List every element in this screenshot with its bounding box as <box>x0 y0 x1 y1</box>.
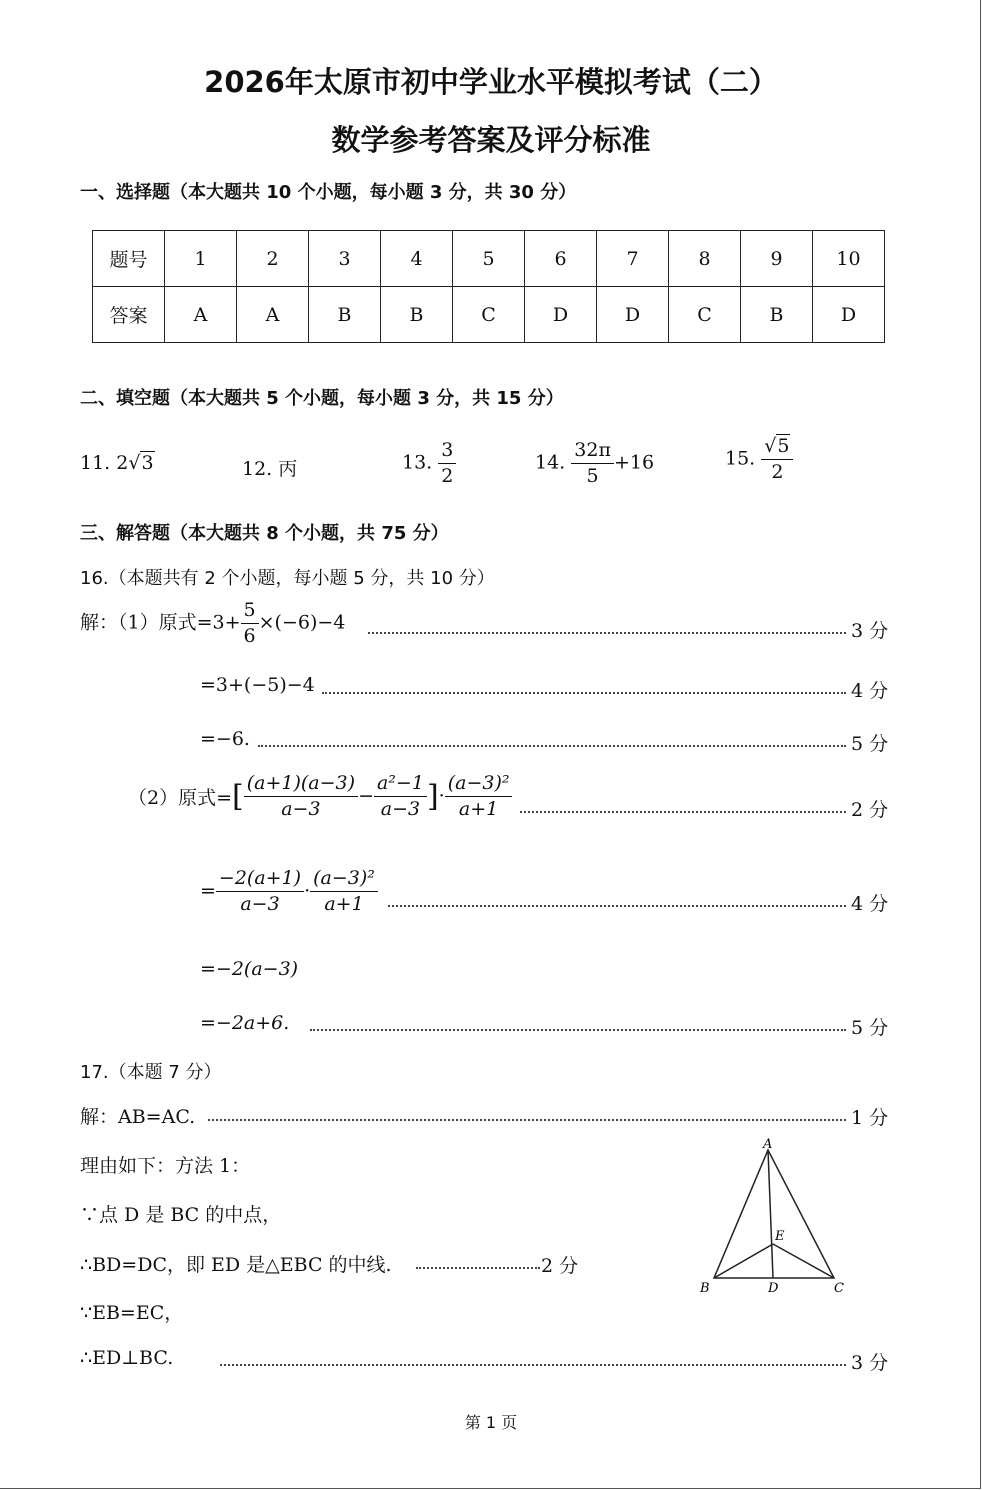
table-cell: 6 <box>525 231 597 287</box>
segment-be <box>714 1244 773 1278</box>
q14-fraction <box>571 440 614 487</box>
label-b: B <box>700 1281 710 1296</box>
table-cell: 1 <box>165 231 237 287</box>
q16-l5-f1-den: a−3 <box>240 892 280 915</box>
leader-dots <box>368 632 846 634</box>
leader-dots <box>220 1364 846 1366</box>
q16-l4-f2-den: a−3 <box>380 797 421 820</box>
label-c: C <box>834 1281 844 1296</box>
q16-l4-fraction-3 <box>445 773 513 820</box>
fill-answer-11 <box>80 452 155 474</box>
q13-fraction <box>438 440 456 487</box>
q13-den: 2 <box>441 464 454 487</box>
q16-line2: =3+(−5)−4 <box>200 674 315 696</box>
sqrt-sign: √ <box>128 452 141 474</box>
q16-l5-dot: · <box>304 880 311 903</box>
q17-line6: ∴ED⊥BC. <box>80 1347 174 1369</box>
score-label: 2 分 <box>541 1255 579 1277</box>
score-label: 5 分 <box>851 1017 889 1039</box>
section-fill-heading: 二、填空题（本大题共 5 个小题，每小题 3 分，共 15 分） <box>80 388 564 409</box>
score-label: 3 分 <box>851 620 889 642</box>
table-cell: D <box>525 287 597 343</box>
table-cell: D <box>597 287 669 343</box>
q15-radicand: 5 <box>777 435 790 457</box>
answer-table <box>92 230 885 343</box>
triangle-figure <box>696 1134 856 1306</box>
q16-l4-fraction-2 <box>374 773 427 820</box>
bracket-open: [ <box>232 778 244 814</box>
score-label: 1 分 <box>851 1107 889 1129</box>
q16-l1-den: 6 <box>243 624 256 647</box>
q11-label: 11. <box>80 452 111 474</box>
q11-coef: 2 <box>116 452 129 474</box>
leader-dots <box>520 811 846 813</box>
q16-l5-fraction-1 <box>216 868 304 915</box>
table-cell: B <box>381 287 453 343</box>
fill-answer-13 <box>402 440 456 487</box>
leader-dots <box>208 1119 846 1121</box>
q17-line2: 理由如下：方法 1： <box>80 1155 251 1177</box>
leader-dots <box>258 745 846 747</box>
q15-den: 2 <box>771 460 784 483</box>
table-cell: A <box>165 287 237 343</box>
q15-num: √5 <box>761 436 793 460</box>
exam-title: 2026年太原市初中学业水平模拟考试（二） <box>204 65 778 99</box>
q14-label: 14. <box>535 451 566 474</box>
table-cell: 2 <box>237 231 309 287</box>
leader-dots <box>388 905 846 907</box>
q16-line4 <box>128 773 512 820</box>
table-cell: 8 <box>669 231 741 287</box>
q14-num: 32π <box>571 440 614 464</box>
q16-l1-num: 5 <box>241 600 259 624</box>
table-cell: B <box>741 287 813 343</box>
table-cell: B <box>309 287 381 343</box>
q16-line6: =−2(a−3) <box>200 958 299 980</box>
table-cell: D <box>813 287 885 343</box>
table-cell: C <box>453 287 525 343</box>
score-label: 4 分 <box>851 893 889 915</box>
score-label: 3 分 <box>851 1352 889 1374</box>
q16-l4-pre: （2）原式= <box>128 786 233 809</box>
section-solution-heading: 三、解答题（本大题共 8 个小题，共 75 分） <box>80 523 449 544</box>
score-label: 5 分 <box>851 733 889 755</box>
label-e: E <box>775 1229 785 1244</box>
leader-dots <box>310 1029 846 1031</box>
bracket-close: ] <box>426 778 439 814</box>
leader-dots <box>416 1267 540 1269</box>
q16-l5-f2-den: a+1 <box>324 892 364 915</box>
q16-l1-fraction <box>241 600 259 647</box>
q16-l4-f1-den: a−3 <box>281 797 321 820</box>
table-cell: 5 <box>453 231 525 287</box>
q13-num: 3 <box>438 440 456 464</box>
q16-l4-minus: − <box>358 785 374 808</box>
q16-l5-f2-num: (a−3)² <box>310 868 378 892</box>
q16-l4-f3-den: a+1 <box>458 797 499 820</box>
q16-line7: =−2a+6. <box>200 1012 290 1034</box>
q14-tail: +16 <box>613 451 655 474</box>
q16-l4-f1-num: (a+1)(a−3) <box>244 773 358 797</box>
table-cell: 4 <box>381 231 453 287</box>
q15-fraction <box>761 436 793 483</box>
q16-l1-post: ×(−6)−4 <box>258 611 346 634</box>
page-number: 第 1 页 <box>464 1413 518 1432</box>
table-cell-label: 答案 <box>93 287 165 343</box>
table-cell-label: 题号 <box>93 231 165 287</box>
q17-line4: ∴BD=DC，即 ED 是△EBC 的中线. <box>80 1254 392 1276</box>
table-cell: 7 <box>597 231 669 287</box>
leader-dots <box>322 692 846 694</box>
q16-l1-pre: 解：（1）原式=3+ <box>80 611 241 634</box>
table-cell: 10 <box>813 231 885 287</box>
table-cell: 3 <box>309 231 381 287</box>
fill-answer-14 <box>535 440 654 487</box>
q15-label: 15. <box>725 447 756 470</box>
section-choice-heading: 一、选择题（本大题共 10 个小题，每小题 3 分，共 30 分） <box>80 182 577 203</box>
q17-line3: ∵点 D 是 BC 的中点， <box>80 1204 282 1226</box>
fill-answer-15 <box>725 436 793 483</box>
q17-header: 17.（本题 7 分） <box>80 1062 222 1083</box>
q17-line1: 解：AB=AC. <box>80 1106 196 1128</box>
table-row-answers <box>93 287 885 343</box>
q16-l4-f3-num: (a−3)² <box>445 773 513 797</box>
q16-l5-eq: = <box>200 880 216 903</box>
exam-subtitle: 数学参考答案及评分标准 <box>331 123 651 157</box>
q16-header: 16.（本题共有 2 个小题，每小题 5 分，共 10 分） <box>80 568 495 589</box>
q16-line3: =−6. <box>200 728 250 750</box>
segment-ad <box>768 1150 773 1278</box>
q14-den: 5 <box>586 464 599 487</box>
q16-l5-f1-num: −2(a+1) <box>216 868 304 892</box>
q16-line5 <box>200 868 378 915</box>
triangle-abc <box>714 1150 834 1278</box>
q17-line5: ∵EB=EC， <box>80 1302 184 1324</box>
table-cell: A <box>237 287 309 343</box>
q16-l4-f2-num: a²−1 <box>374 773 427 797</box>
table-cell: C <box>669 287 741 343</box>
q16-l4-dot: · <box>438 785 445 808</box>
q16-l4-fraction-1 <box>244 773 358 820</box>
fill-answer-12: 12. 丙 <box>242 458 298 480</box>
q13-label: 13. <box>402 451 433 474</box>
label-a: A <box>763 1137 773 1152</box>
table-cell: 9 <box>741 231 813 287</box>
q16-l5-fraction-2 <box>310 868 378 915</box>
score-label: 2 分 <box>851 799 889 821</box>
q16-line1 <box>80 600 345 647</box>
label-d: D <box>768 1281 779 1296</box>
q11-radicand: 3 <box>141 452 154 474</box>
table-row-numbers <box>93 231 885 287</box>
score-label: 4 分 <box>851 680 889 702</box>
